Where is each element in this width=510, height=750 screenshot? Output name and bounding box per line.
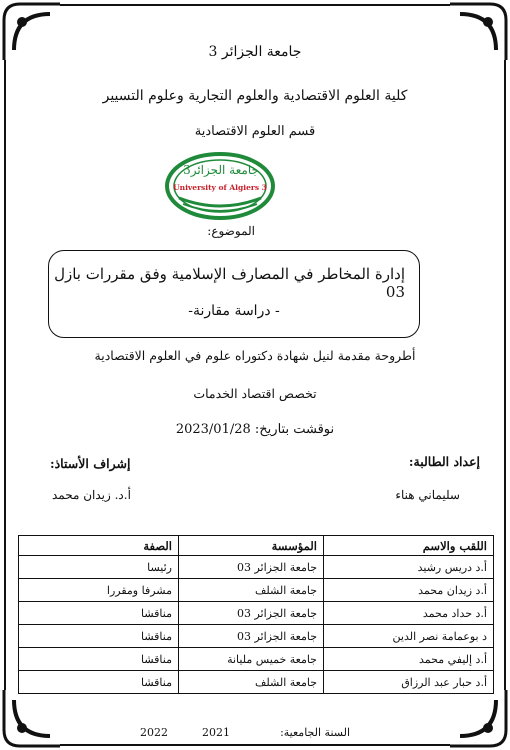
jury-member-role: مناقشا xyxy=(19,602,179,625)
corner-ornament-bottom-right xyxy=(448,688,510,750)
jury-member-institution: جامعة الشلف xyxy=(179,671,324,694)
jury-member-role: مناقشا xyxy=(19,648,179,671)
faculty-name: كلية العلوم الاقتصادية والعلوم التجارية وعلوم التسيير xyxy=(102,88,408,104)
jury-member-role: مشرفا ومقررا xyxy=(19,579,179,602)
jury-member-role: رئيسا xyxy=(19,556,179,579)
table-row xyxy=(19,671,494,694)
jury-member-institution: جامعة الجزائر 03 xyxy=(179,602,324,625)
thesis-specialty: تخصص اقتصاد الخدمات xyxy=(193,386,317,401)
prepared-by-label: إعداد الطالبة: xyxy=(408,454,480,469)
thesis-subtitle: - دراسة مقارنة- xyxy=(188,303,280,319)
jury-member-name: أ.د دريس رشيد xyxy=(324,556,494,579)
university-logo xyxy=(165,152,275,220)
table-row xyxy=(19,579,494,602)
thesis-title: إدارة المخاطر في المصارف الإسلامية وفق مقررات بازل 03 xyxy=(54,265,405,301)
table-row xyxy=(19,602,494,625)
logo-arabic-text: جامعة الجزائر3 xyxy=(183,163,259,177)
header-institution: المؤسسة xyxy=(179,536,324,556)
jury-member-name: أ.د زيدان محمد xyxy=(324,579,494,602)
jury-table xyxy=(18,535,494,694)
frame-bottom-line xyxy=(60,744,450,746)
jury-member-name: أ.د إليفي محمد xyxy=(324,648,494,671)
student-name: سليماني هناء xyxy=(395,488,460,502)
header-name: اللقب والاسم xyxy=(324,536,494,556)
frame-top-line xyxy=(60,4,450,6)
frame-left-line xyxy=(4,60,6,690)
jury-member-role: مناقشا xyxy=(19,671,179,694)
subject-label: الموضوع: xyxy=(207,224,255,238)
table-row xyxy=(19,625,494,648)
jury-member-role: مناقشا xyxy=(19,625,179,648)
header-role: الصفة xyxy=(19,536,179,556)
thesis-title-box xyxy=(48,250,420,338)
academic-year-start: 2021 xyxy=(202,726,230,739)
jury-member-institution: جامعة خميس مليانة xyxy=(179,648,324,671)
jury-member-institution: جامعة الشلف xyxy=(179,579,324,602)
jury-member-name: د بوعمامة نصر الدين xyxy=(324,625,494,648)
department-name: قسم العلوم الاقتصادية xyxy=(194,124,316,139)
thesis-description: أطروحة مقدمة لنيل شهادة دكتوراه علوم في العلوم الاقتصادية xyxy=(94,348,416,363)
jury-header-row xyxy=(19,536,494,556)
frame-right-line xyxy=(504,60,506,690)
jury-member-name: أ.د حبار عبد الرزاق xyxy=(324,671,494,694)
jury-member-institution: جامعة الجزائر 03 xyxy=(179,625,324,648)
defense-date: نوقشت بتاريخ: 2023/01/28 xyxy=(175,422,335,437)
academic-year-end: 2022 xyxy=(140,726,168,739)
university-name: جامعة الجزائر 3 xyxy=(208,44,302,60)
logo-latin-text: University of Algiers 3 xyxy=(173,183,267,192)
table-row xyxy=(19,556,494,579)
academic-year-label: السنة الجامعية: xyxy=(280,726,350,739)
academic-year xyxy=(130,726,350,742)
corner-ornament-bottom-left xyxy=(0,688,62,750)
supervisor-label: إشراف الأستاذ: xyxy=(50,456,131,471)
table-row xyxy=(19,648,494,671)
jury-member-institution: جامعة الجزائر 03 xyxy=(179,556,324,579)
supervisor-name: أ.د. زيدان محمد xyxy=(52,488,131,502)
jury-member-name: أ.د حداد محمد xyxy=(324,602,494,625)
